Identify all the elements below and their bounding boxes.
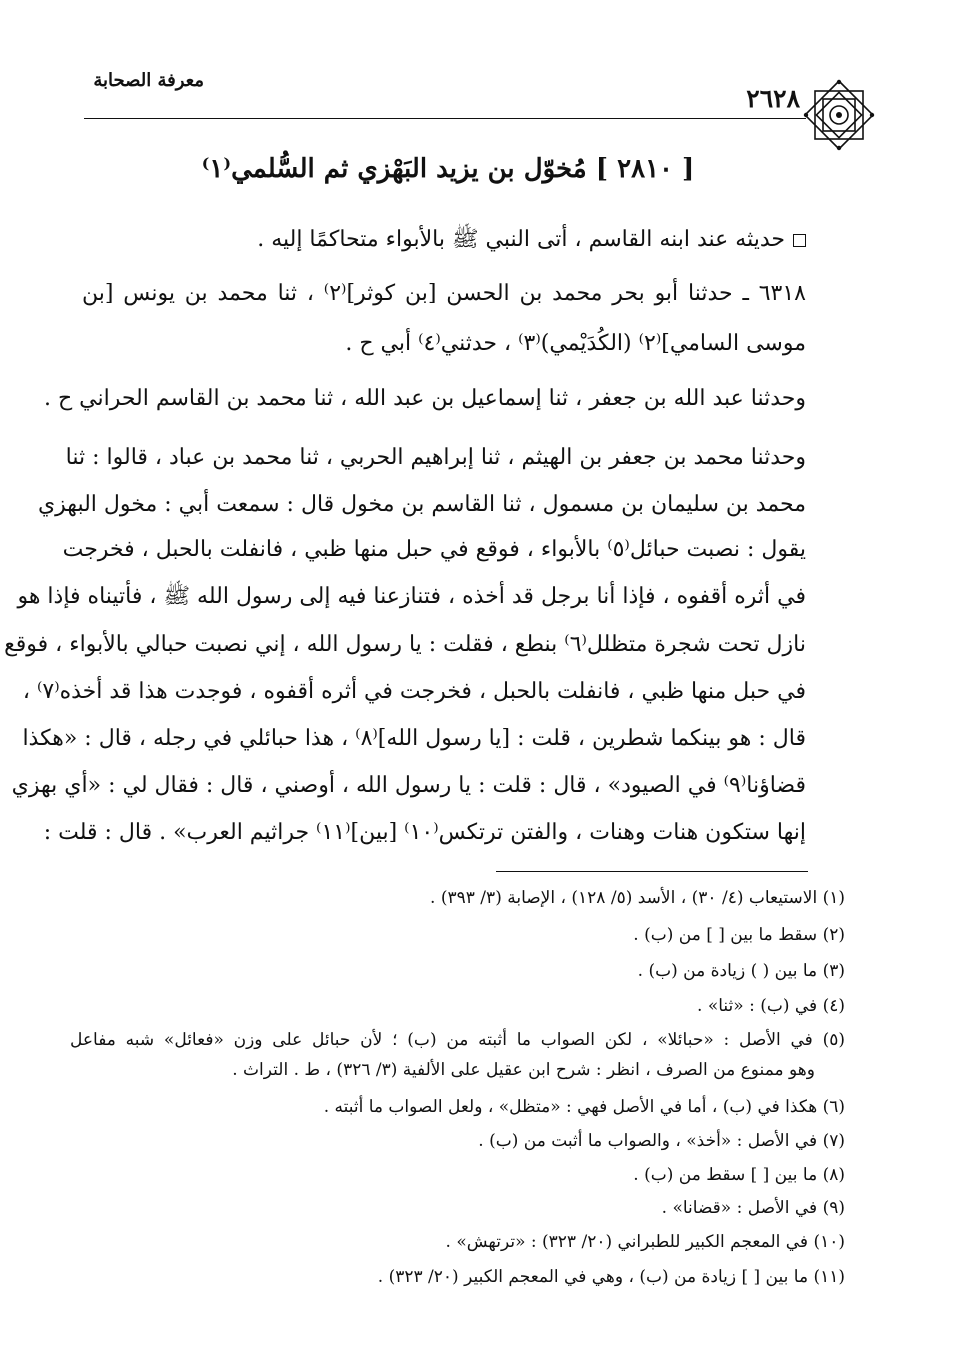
body-line: وحدثنا عبد الله بن جعفر ، ثنا إسماعيل بن عبد الله ، ثنا محمد بن القاسم الحراني ح .	[43, 386, 806, 411]
footnote-continuation: وهو ممنوع من الصرف ، انظر : شرح ابن عقيل على الألفية (٣/ ٣٢٦) ، ط . التراث .	[232, 1060, 815, 1080]
square-bullet-icon	[793, 234, 806, 247]
footnote: (١) الاستيعاب (٤/ ٣٠) ، الأسد (٥/ ١٢٨) ، الإصابة (٣/ ٣٩٣) .	[430, 888, 845, 908]
footnote: (٣) ما بين ( ) زيادة من (ب) .	[637, 961, 845, 981]
body-line: قضاؤنا⁽٩⁾ في الصيود» ، قال : قلت : يا رسول الله ، أوصني ، قال : فقال لي : «أي بهزي	[11, 773, 806, 798]
footnote: (٨) ما بين [ ] سقط من (ب) .	[633, 1165, 845, 1185]
footnote: (٩) في الأصل : «قضانا» .	[661, 1198, 845, 1218]
footnote-separator	[496, 871, 808, 872]
entry-title: [ ٢٨١٠ ] مُخوّل بن يزيد البَهْزي ثم السُّلمي⁽١⁾	[201, 154, 695, 184]
body-line: قال : هو بينكما شطرين ، قلت : [يا رسول الله]⁽٨⁾ ، هذا حبائلي في رجله ، قال : «هكذا	[22, 726, 806, 751]
footnote: (١١) ما بين [ ] زيادة من (ب) ، وهي في المعجم الكبير (٢٠/ ٣٢٣) .	[377, 1267, 845, 1287]
body-line: حديثه عند ابنه القاسم ، أتى النبي ﷺ بالأبواء متحاكمًا إليه .	[82, 225, 806, 255]
footnote: (٢) سقط ما بين [ ] من (ب) .	[633, 925, 845, 945]
body-line: في أثره أقفوه ، فإذا أنا برجل قد أخذه ، فتنازعنا فيه إلى رسول الله ﷺ ، فأتيناه فإذا هو	[17, 584, 806, 609]
header-rule	[84, 118, 806, 119]
footnote: (١٠) في المعجم الكبير للطبراني (٢٠/ ٣٢٣) : «ترتهش» .	[445, 1232, 845, 1252]
footnote: (٧) في الأصل : «أخذ» ، والصواب ما أثبت من (ب) .	[478, 1131, 845, 1151]
ornament-star-icon	[801, 77, 877, 153]
body-line: موسى السامي]⁽٢⁾ (الكُدَيْمي)⁽٣⁾ ، حدثني⁽٤⁾ أبي ح .	[345, 331, 806, 356]
footnote: (٥) في الأصل : «حبائلا» ، لكن الصواب ما أثبته من (ب) ؛ لأن حبائل على وزن «فعائل» شبه مفاعل	[70, 1030, 845, 1050]
body-line: محمد بن سليمان بن مسمول ، ثنا القاسم بن مخول قال : سمعت أبي : مخول البهزي	[37, 492, 806, 517]
body-line: يقول : نصبت حبائل⁽٥⁾ بالأبواء ، فوقع في حبل منها ظبي ، فانفلت بالحبل ، فخرجت	[62, 537, 806, 562]
body-line: وحدثنا محمد بن جعفر بن الهيثم ، ثنا إبراهيم الحربي ، ثنا محمد بن عباد ، قالوا : ثنا	[65, 445, 806, 470]
running-header-book-title: معرفة الصحابة	[93, 70, 204, 91]
footnote: (٦) هكذا في (ب) ، أما في الأصل فهي : «متظل» ، ولعل الصواب ما أثبته .	[323, 1097, 845, 1117]
body-line: نازل تحت شجرة متظلل⁽٦⁾ بنطع ، فقلت : يا رسول الله ، إني نصبت حبالي بالأبواء ، فوقع	[4, 632, 806, 657]
body-line: في حبل منها ظبي ، فانفلت بالحبل ، فخرجت في أثره أقفوه ، فوجدت هذا قد أخذه⁽٧⁾ ،	[22, 679, 806, 704]
page-number: ٢٦٢٨	[746, 84, 800, 113]
body-line: إنها ستكون هنات وهنات ، والفتن ترتكس⁽١٠⁾ [بين]⁽١١⁾ جراثيم العرب» . قال : قلت :	[43, 820, 806, 845]
body-line: ٦٣١٨ ـ حدثنا أبو بحر محمد بن الحسن [بن كوثر]⁽٢⁾ ، ثنا محمد بن يونس [بن	[82, 281, 806, 306]
footnote: (٤) في (ب) : «ثنا» .	[697, 996, 845, 1016]
